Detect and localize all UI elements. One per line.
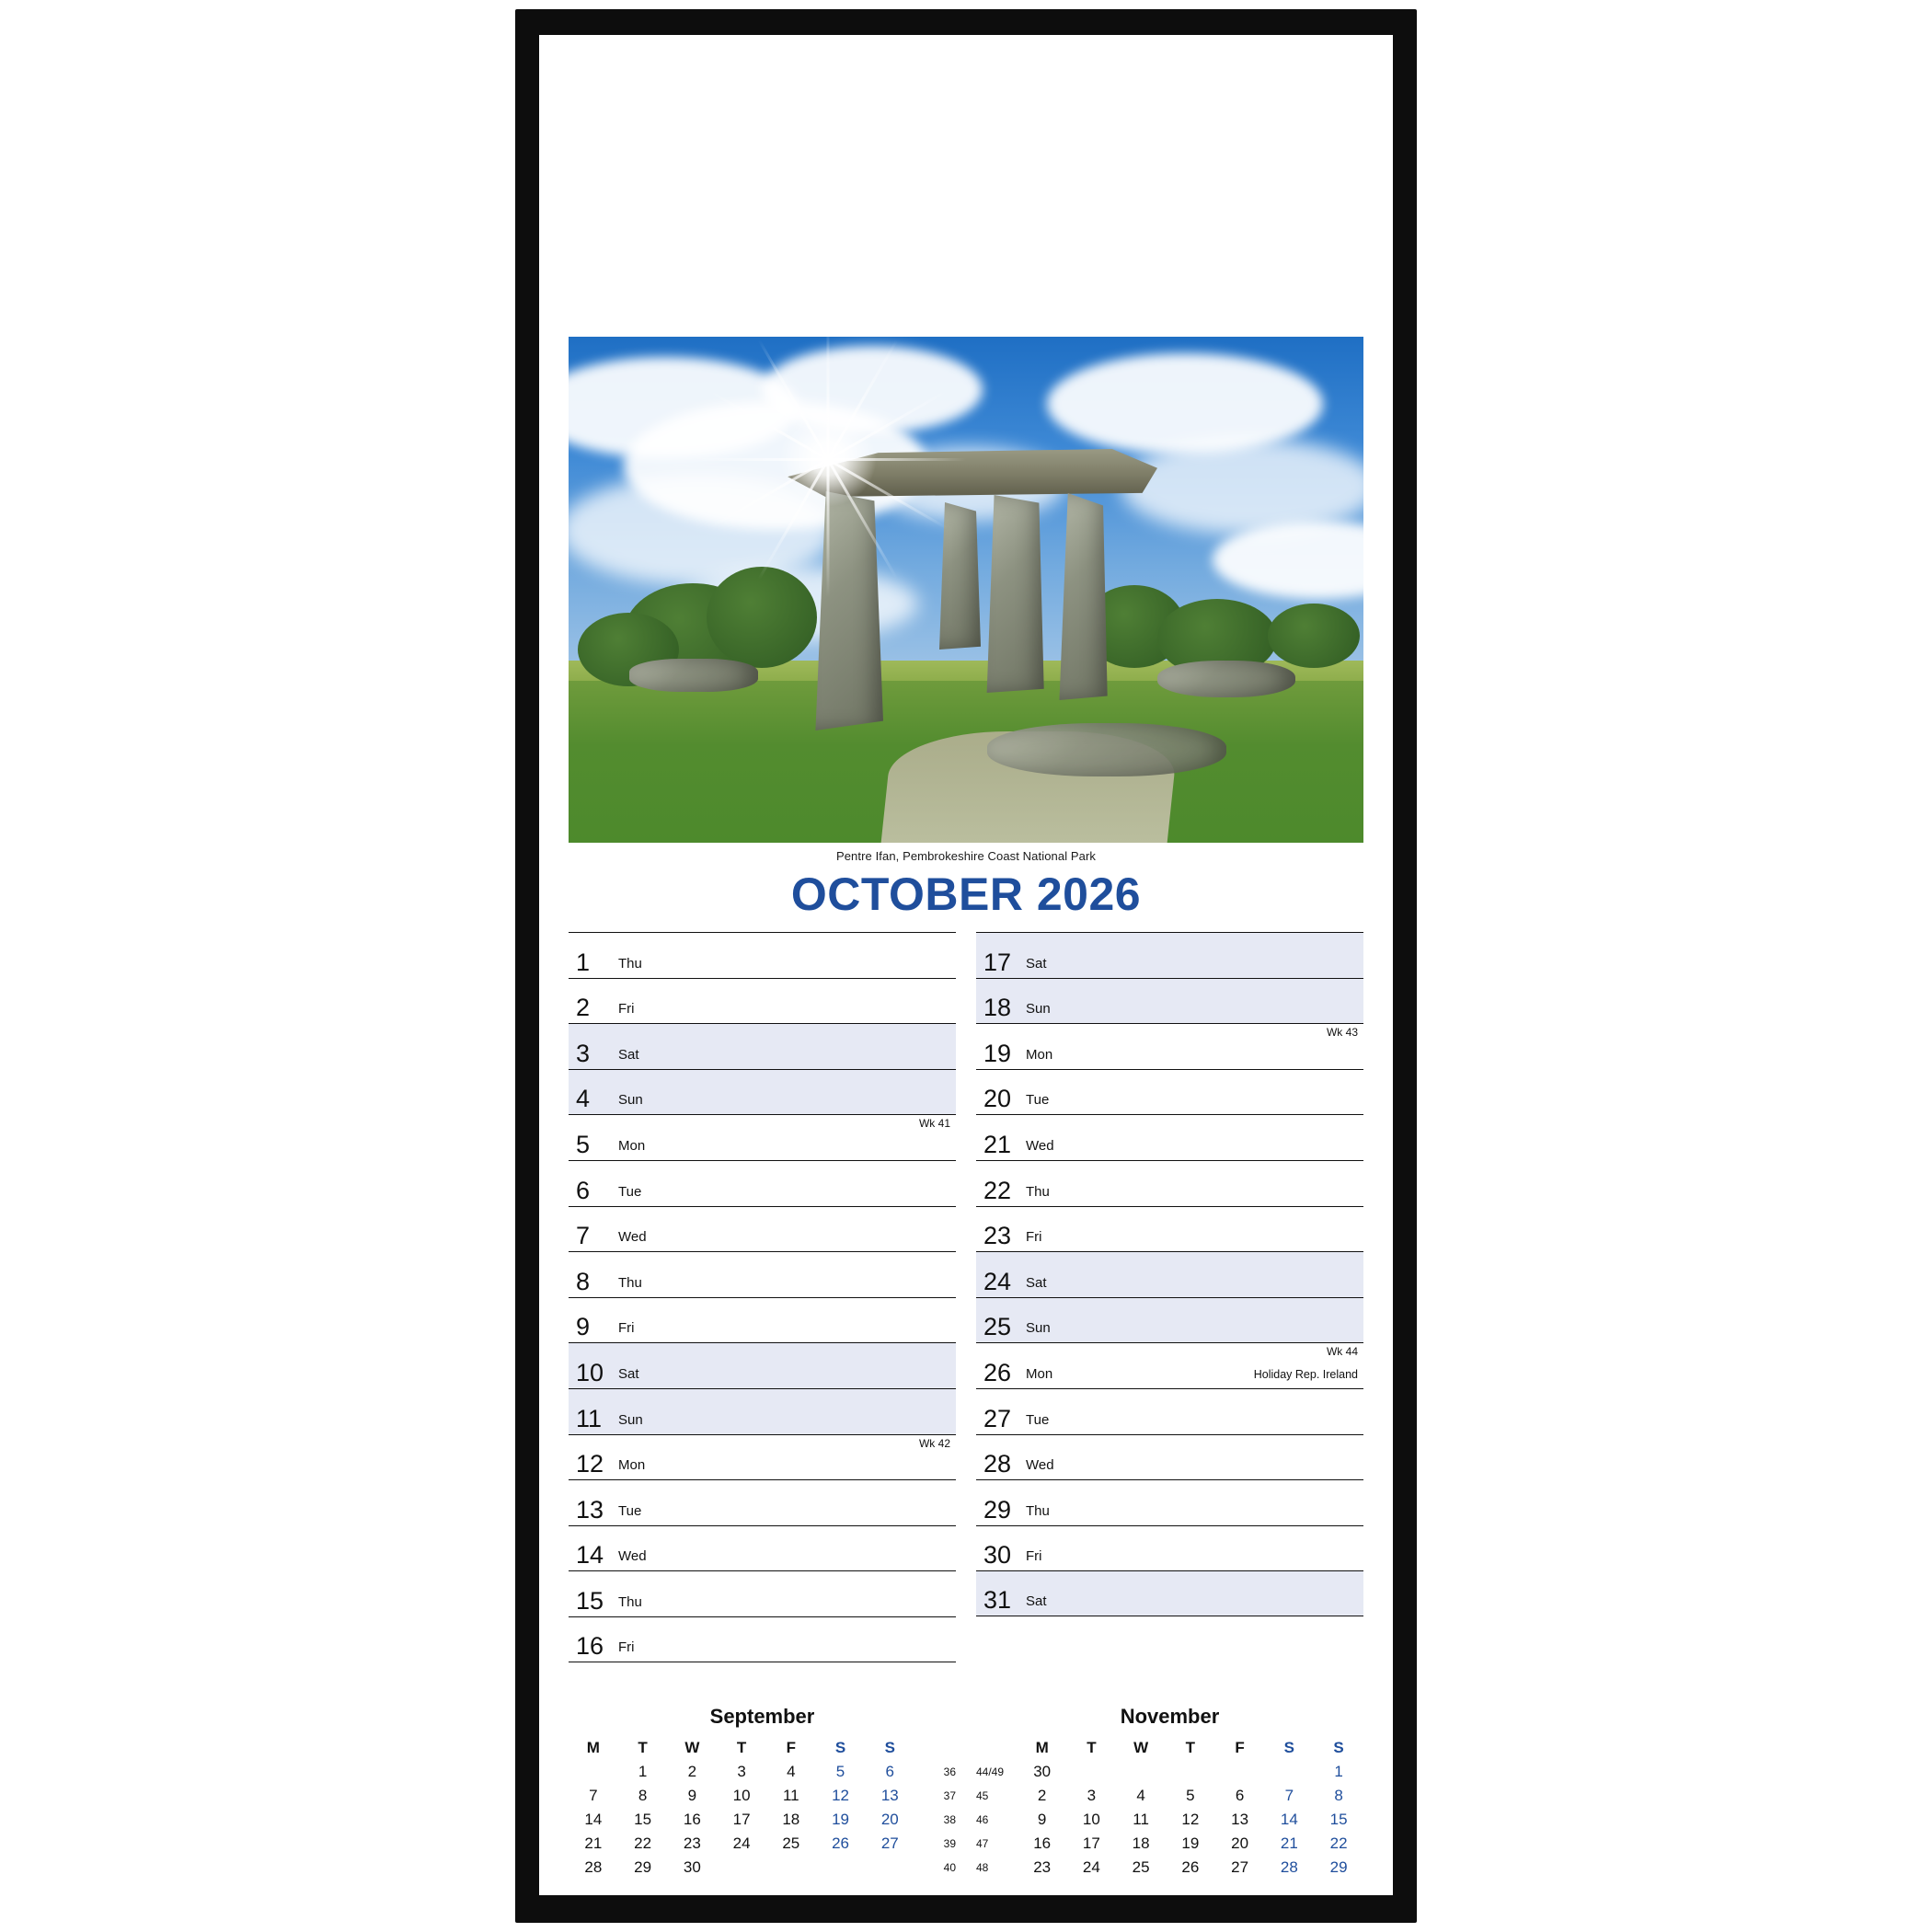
mini-day-cell[interactable]: 23 — [683, 1834, 701, 1852]
day-row[interactable] — [976, 1251, 1363, 1297]
mini-day-cell[interactable]: 4 — [787, 1763, 796, 1780]
mini-day-cell[interactable]: 19 — [832, 1811, 849, 1828]
day-number: 5 — [576, 1130, 591, 1158]
mini-weekday-header: M — [1035, 1739, 1049, 1756]
photo-caption: Pentre Ifan, Pembrokeshire Coast National Park — [835, 849, 1097, 863]
mini-weekday-header: T — [1185, 1739, 1196, 1756]
day-number: 2 — [576, 994, 591, 1022]
mini-day-cell[interactable]: 14 — [1280, 1811, 1298, 1828]
mini-weekday-header: W — [684, 1739, 700, 1756]
mini-day-cell[interactable]: 18 — [782, 1811, 800, 1828]
day-number: 14 — [576, 1541, 604, 1570]
day-row[interactable] — [569, 1114, 956, 1160]
day-weekday: Tue — [618, 1183, 642, 1200]
mini-weekday-header: S — [1283, 1739, 1294, 1756]
mini-day-cell[interactable] — [766, 1856, 816, 1880]
mini-header-row — [569, 1736, 956, 1760]
day-number: 16 — [576, 1631, 604, 1660]
mini-day-cell[interactable]: 1 — [638, 1763, 648, 1780]
mini-day-cell[interactable]: 15 — [1329, 1811, 1348, 1828]
sun-glare — [773, 403, 883, 513]
day-weekday: Fri — [618, 1001, 635, 1018]
day-number: 26 — [983, 1358, 1012, 1386]
mini-day-cell[interactable]: 11 — [1133, 1811, 1149, 1828]
mini-week-number: 40 — [943, 1861, 956, 1874]
mini-day-cell[interactable]: 9 — [1037, 1811, 1047, 1828]
day-weekday: Tue — [618, 1502, 642, 1519]
week-number-label: Wk 41 — [918, 1117, 950, 1131]
mini-day-cell[interactable]: 3 — [1087, 1787, 1097, 1804]
mini-day-cell[interactable]: 27 — [880, 1834, 899, 1852]
day-weekday: Mon — [1026, 1365, 1053, 1382]
mini-week-col-header — [914, 1736, 956, 1760]
day-weekday: Sun — [1026, 1001, 1051, 1018]
fallen-stone-left — [629, 659, 758, 692]
day-number: 4 — [576, 1085, 591, 1113]
mini-week-row — [976, 1760, 1363, 1784]
mini-day-cell[interactable]: 20 — [880, 1811, 899, 1828]
mini-week-row — [569, 1808, 956, 1832]
week-number-label: Wk 44 — [1326, 1345, 1358, 1359]
day-weekday: Sun — [618, 1092, 643, 1109]
day-row[interactable] — [976, 1525, 1363, 1571]
week-number-label: Wk 42 — [918, 1436, 950, 1450]
day-number: 11 — [576, 1404, 603, 1432]
day-row[interactable] — [569, 1434, 956, 1480]
mini-month-table — [569, 1736, 956, 1880]
mini-week-col-header — [976, 1736, 1018, 1760]
day-number: 7 — [576, 1222, 591, 1250]
mini-month-next — [976, 1705, 1363, 1880]
mini-day-cell[interactable]: 27 — [1231, 1858, 1249, 1876]
day-number: 21 — [983, 1130, 1012, 1158]
mini-week-number: 37 — [943, 1789, 956, 1802]
day-row[interactable] — [976, 1479, 1363, 1525]
calendar-sheet — [539, 35, 1393, 1895]
mini-day-cell[interactable]: 24 — [732, 1834, 751, 1852]
mini-week-number: 36 — [943, 1765, 956, 1778]
day-number: 12 — [576, 1450, 604, 1478]
day-number: 28 — [983, 1450, 1012, 1478]
day-row[interactable] — [976, 1160, 1363, 1206]
day-row[interactable] — [976, 1023, 1363, 1069]
day-column-right — [976, 932, 1363, 1662]
mini-day-cell[interactable]: 21 — [584, 1834, 603, 1852]
mini-day-cell[interactable]: 12 — [1181, 1811, 1200, 1828]
day-weekday: Sun — [1026, 1320, 1051, 1337]
day-number: 17 — [983, 948, 1012, 976]
mini-weekday-header: T — [638, 1739, 648, 1756]
day-number: 24 — [983, 1267, 1012, 1295]
day-row[interactable] — [569, 1616, 956, 1662]
mini-week-row — [569, 1784, 956, 1808]
mini-weekday-header: S — [1333, 1739, 1344, 1756]
mini-day-cell[interactable]: 3 — [737, 1763, 746, 1780]
day-row[interactable] — [976, 1297, 1363, 1343]
day-weekday: Wed — [618, 1548, 647, 1565]
mini-week-number: 44/49 — [976, 1765, 1005, 1778]
mini-day-cell[interactable]: 16 — [683, 1811, 701, 1828]
day-number: 31 — [983, 1585, 1012, 1614]
day-weekday: Wed — [618, 1229, 647, 1246]
mini-day-cell[interactable]: 23 — [1033, 1858, 1052, 1876]
mini-day-cell[interactable] — [816, 1856, 866, 1880]
day-number: 9 — [576, 1313, 591, 1341]
day-weekday: Sat — [618, 1046, 639, 1063]
day-weekday: Tue — [1026, 1092, 1050, 1109]
day-row[interactable] — [569, 1388, 956, 1434]
day-grid — [569, 932, 1363, 1662]
mini-week-row — [569, 1856, 956, 1880]
day-row[interactable] — [976, 1388, 1363, 1434]
day-weekday: Sun — [618, 1411, 643, 1428]
mini-week-number: 47 — [976, 1837, 989, 1850]
mini-month-title: September — [709, 1705, 815, 1728]
mini-day-cell[interactable]: 2 — [687, 1763, 697, 1780]
mini-day-cell[interactable]: 28 — [1280, 1858, 1298, 1876]
fallen-stone-front — [987, 723, 1226, 776]
day-weekday: Fri — [1026, 1548, 1042, 1565]
mini-day-cell[interactable]: 30 — [1033, 1763, 1052, 1780]
mini-day-cell[interactable]: 2 — [1037, 1787, 1047, 1804]
mini-day-cell[interactable]: 4 — [1136, 1787, 1145, 1804]
mini-day-cell[interactable]: 17 — [1082, 1834, 1100, 1852]
mini-day-cell[interactable]: 16 — [1033, 1834, 1052, 1852]
day-number: 30 — [983, 1541, 1012, 1570]
day-row[interactable] — [976, 1570, 1363, 1616]
mini-weekday-header: F — [786, 1739, 796, 1756]
day-weekday: Fri — [618, 1639, 635, 1655]
mini-day-cell[interactable]: 9 — [687, 1787, 697, 1804]
mini-weekday-header: T — [1087, 1739, 1097, 1756]
day-weekday: Mon — [1026, 1046, 1053, 1063]
mini-day-cell[interactable]: 8 — [1334, 1787, 1343, 1804]
day-number: 18 — [983, 994, 1012, 1022]
day-row[interactable] — [569, 1160, 956, 1206]
mini-week-row — [569, 1760, 956, 1784]
mini-day-cell[interactable]: 29 — [634, 1858, 652, 1876]
tree-shape — [1268, 604, 1360, 668]
day-number: 20 — [983, 1085, 1012, 1113]
pentre-ifan-dolmen-photo — [569, 337, 1363, 843]
mini-day-cell[interactable]: 22 — [1329, 1834, 1348, 1852]
mini-week-row — [569, 1832, 956, 1856]
mini-day-cell[interactable]: 7 — [1284, 1787, 1294, 1804]
day-row[interactable] — [569, 1069, 956, 1115]
day-number: 23 — [983, 1222, 1012, 1250]
day-weekday: Fri — [618, 1320, 635, 1337]
mini-day-cell[interactable]: 5 — [835, 1763, 845, 1780]
day-weekday: Mon — [618, 1137, 646, 1154]
day-number: 6 — [576, 1176, 591, 1204]
day-weekday: Sat — [1026, 1593, 1047, 1609]
mini-day-cell[interactable]: 1 — [1334, 1763, 1343, 1780]
day-row[interactable] — [976, 978, 1363, 1024]
mini-week-row — [976, 1832, 1363, 1856]
photo-block — [569, 337, 1363, 863]
day-weekday: Thu — [618, 955, 642, 972]
mini-day-cell[interactable]: 6 — [1235, 1787, 1245, 1804]
mini-day-cell[interactable]: 7 — [589, 1787, 598, 1804]
day-weekday: Thu — [618, 1593, 642, 1610]
day-row[interactable] — [976, 1114, 1363, 1160]
day-number: 3 — [576, 1039, 591, 1067]
day-number: 19 — [983, 1039, 1012, 1067]
mini-day-cell[interactable] — [1116, 1760, 1166, 1784]
mini-day-cell[interactable]: 28 — [584, 1858, 603, 1876]
mini-day-cell[interactable]: 21 — [1280, 1834, 1298, 1852]
calendar-frame — [515, 9, 1417, 1923]
mini-day-cell[interactable]: 10 — [1082, 1811, 1100, 1828]
mini-day-cell[interactable] — [717, 1856, 766, 1880]
day-weekday: Thu — [1026, 1502, 1050, 1519]
day-weekday: Wed — [1026, 1137, 1054, 1154]
day-row[interactable] — [569, 1297, 956, 1343]
mini-day-cell[interactable] — [1215, 1760, 1265, 1784]
mini-day-cell[interactable]: 5 — [1186, 1787, 1195, 1804]
day-number: 1 — [576, 948, 591, 976]
mini-day-cell[interactable]: 15 — [634, 1811, 652, 1828]
day-row[interactable] — [569, 1570, 956, 1616]
day-number: 13 — [576, 1495, 604, 1524]
day-row[interactable] — [976, 1342, 1363, 1388]
mini-day-cell[interactable]: 26 — [832, 1834, 849, 1852]
mini-week-row — [976, 1784, 1363, 1808]
day-weekday: Thu — [618, 1274, 642, 1291]
day-row[interactable] — [569, 1023, 956, 1069]
mini-day-cell[interactable]: 24 — [1082, 1858, 1100, 1876]
mini-week-row — [976, 1808, 1363, 1832]
mini-week-number: 48 — [976, 1861, 989, 1874]
mini-day-cell[interactable]: 30 — [683, 1858, 701, 1876]
mini-day-cell[interactable]: 10 — [732, 1787, 751, 1804]
mini-day-cell[interactable] — [1264, 1760, 1314, 1784]
day-number: 25 — [983, 1313, 1012, 1341]
day-number: 29 — [983, 1495, 1012, 1524]
mini-day-cell[interactable]: 12 — [832, 1787, 849, 1804]
day-row[interactable] — [569, 932, 956, 978]
day-row[interactable] — [569, 1251, 956, 1297]
day-weekday: Wed — [1026, 1457, 1054, 1474]
tree-shape — [707, 567, 817, 668]
day-weekday: Thu — [1026, 1183, 1050, 1200]
mini-day-cell[interactable]: 19 — [1181, 1834, 1200, 1852]
mini-day-cell[interactable] — [865, 1856, 914, 1880]
mini-header-row — [976, 1736, 1363, 1760]
day-number: 27 — [983, 1404, 1012, 1432]
day-row[interactable] — [569, 978, 956, 1024]
mini-weekday-header: S — [834, 1739, 846, 1756]
mini-weekday-header: S — [884, 1739, 895, 1756]
dolmen-upright-center — [984, 495, 1045, 693]
mini-weekday-header: M — [586, 1739, 600, 1756]
day-row[interactable] — [569, 1342, 956, 1388]
day-weekday: Mon — [618, 1457, 646, 1474]
day-number: 15 — [576, 1586, 604, 1615]
mini-day-cell[interactable] — [569, 1760, 618, 1784]
mini-day-cell[interactable]: 17 — [732, 1811, 751, 1828]
day-row[interactable] — [976, 932, 1363, 978]
mini-day-cell[interactable]: 13 — [1231, 1811, 1249, 1828]
mini-weekday-header: F — [1235, 1739, 1245, 1756]
day-number: 8 — [576, 1267, 591, 1295]
mini-week-number: 39 — [943, 1837, 956, 1850]
mini-day-cell[interactable]: 20 — [1231, 1834, 1249, 1852]
mini-day-cell[interactable] — [1166, 1760, 1215, 1784]
day-holiday-note: Holiday Rep. Ireland — [1253, 1368, 1358, 1382]
mini-day-cell[interactable] — [1067, 1760, 1117, 1784]
mini-day-cell[interactable]: 25 — [1132, 1858, 1150, 1876]
day-weekday: Sat — [618, 1365, 639, 1382]
mini-month-table — [976, 1736, 1363, 1880]
day-row[interactable] — [976, 1069, 1363, 1115]
mini-day-cell[interactable]: 14 — [584, 1811, 603, 1828]
mini-day-cell[interactable]: 22 — [634, 1834, 652, 1852]
mini-weekday-header: W — [1133, 1739, 1149, 1756]
day-row[interactable] — [976, 1206, 1363, 1252]
day-weekday: Sat — [1026, 955, 1047, 972]
mini-day-cell[interactable]: 8 — [638, 1787, 648, 1804]
day-weekday: Fri — [1026, 1229, 1042, 1246]
day-row[interactable] — [569, 1479, 956, 1525]
mini-week-number: 38 — [943, 1813, 956, 1826]
mini-day-cell[interactable]: 6 — [885, 1763, 894, 1780]
mini-day-cell[interactable]: 13 — [880, 1787, 899, 1804]
mini-week-number: 46 — [976, 1813, 989, 1826]
day-column-left — [569, 932, 956, 1662]
day-weekday: Sat — [1026, 1274, 1047, 1291]
mini-day-cell[interactable]: 25 — [782, 1834, 800, 1852]
mini-week-row — [976, 1856, 1363, 1880]
mini-day-cell[interactable]: 29 — [1329, 1858, 1348, 1876]
fallen-stone-right — [1157, 661, 1295, 697]
day-number: 22 — [983, 1176, 1012, 1204]
mini-week-number: 45 — [976, 1789, 989, 1802]
day-row[interactable] — [976, 1434, 1363, 1480]
mini-day-cell[interactable]: 18 — [1132, 1834, 1150, 1852]
day-number: 10 — [576, 1358, 604, 1386]
day-row[interactable] — [569, 1206, 956, 1252]
mini-day-cell[interactable]: 26 — [1181, 1858, 1200, 1876]
mini-weekday-header: T — [736, 1739, 747, 1756]
month-title: OCTOBER 2026 — [790, 868, 1142, 920]
mini-day-cell[interactable]: 11 — [782, 1787, 799, 1804]
mini-month-previous — [569, 1705, 956, 1880]
week-number-label: Wk 43 — [1326, 1026, 1358, 1040]
mini-months — [569, 1705, 1363, 1880]
day-row[interactable] — [569, 1525, 956, 1571]
day-weekday: Tue — [1026, 1411, 1050, 1428]
mini-month-title: November — [1120, 1705, 1220, 1728]
